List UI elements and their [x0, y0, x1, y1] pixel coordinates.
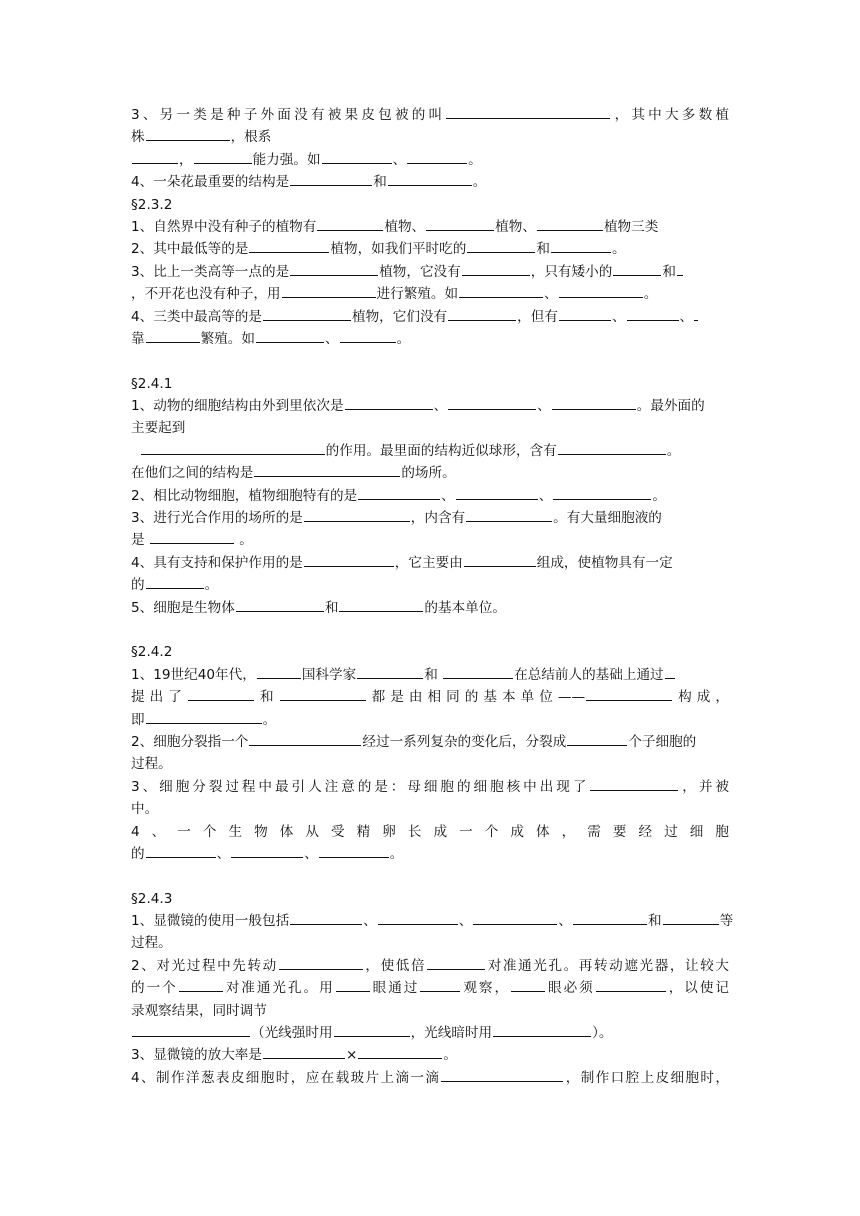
- fill-in-blank[interactable]: [694, 306, 698, 321]
- line-text: 主要起到: [131, 420, 186, 437]
- line-text: 国科学家: [301, 666, 357, 683]
- line-text: [131, 443, 140, 459]
- line-text: 进行繁殖。如: [376, 286, 459, 303]
- line-text: 、: [304, 845, 318, 862]
- line-text: 4、三类中最高等的是: [131, 308, 262, 325]
- worksheet-line: [131, 395, 729, 417]
- line-text: 的: [131, 577, 145, 594]
- line-text: §2.3.2: [131, 196, 173, 213]
- line-text: ，它主要由: [394, 554, 463, 571]
- line-text: 1、19世纪40年代，: [131, 666, 256, 683]
- line-text: ，: [179, 151, 193, 168]
- line-text: 过程。: [131, 756, 172, 773]
- line-text: 4、具有支持和保护作用的是: [131, 554, 303, 571]
- line-text: 即: [131, 711, 145, 728]
- fill-in-blank[interactable]: [467, 238, 535, 253]
- line-text: ，不开花也没有种子，用: [131, 286, 281, 303]
- fill-in-blank[interactable]: [420, 977, 460, 992]
- line-text: 、: [679, 308, 694, 325]
- worksheet-line: [131, 126, 729, 148]
- line-text: 4、制作洋葱表皮细胞时，应在载玻片上滴一滴: [131, 1069, 441, 1086]
- worksheet-line: [131, 753, 729, 775]
- line-text: 4、一朵花最重要的结构是: [131, 174, 290, 191]
- line-text: 和: [647, 913, 662, 930]
- fill-in-blank[interactable]: [511, 977, 545, 992]
- line-text: 植物、: [384, 218, 426, 235]
- worksheet-line: [131, 641, 729, 663]
- line-text: 3、另一类是种子外面没有被果皮包被的叫: [131, 107, 446, 123]
- line-text: §2.4.3: [131, 890, 173, 907]
- line-text: 。: [643, 286, 658, 303]
- line-text: ，制作口腔上皮细胞时，: [564, 1069, 729, 1086]
- line-text: 和: [254, 689, 279, 706]
- worksheet-line: [131, 888, 729, 910]
- paragraph-gap: [131, 350, 729, 372]
- fill-in-blank[interactable]: [462, 261, 530, 276]
- line-text: 。: [234, 532, 253, 549]
- fill-in-blank[interactable]: [443, 664, 513, 679]
- worksheet-line: [131, 529, 729, 551]
- worksheet-line: [131, 821, 729, 843]
- fill-in-blank[interactable]: [677, 261, 683, 276]
- fill-in-blank[interactable]: [249, 238, 329, 253]
- fill-in-blank[interactable]: [590, 776, 678, 791]
- line-text: ，但有: [517, 308, 558, 325]
- fill-in-blank[interactable]: [188, 686, 254, 701]
- fill-in-blank[interactable]: [427, 955, 485, 970]
- line-text: （光线强时用: [251, 1025, 333, 1042]
- line-text: 等: [719, 913, 734, 930]
- worksheet-line: [131, 1022, 729, 1044]
- line-text: 和: [662, 263, 676, 280]
- fill-in-blank[interactable]: [141, 440, 325, 455]
- fill-in-blank[interactable]: [464, 552, 536, 567]
- line-text: 中。: [131, 801, 159, 818]
- line-text: ，只有矮小的: [530, 263, 613, 280]
- worksheet-line: [131, 194, 729, 216]
- fill-in-blank[interactable]: [319, 843, 389, 858]
- fill-in-blank[interactable]: [596, 977, 666, 992]
- fill-in-blank[interactable]: [263, 306, 351, 321]
- line-text: 1、动物的细胞结构由外到里依次是: [131, 398, 344, 415]
- paragraph-gap: [131, 865, 729, 887]
- line-text: 、: [363, 913, 377, 930]
- fill-in-blank[interactable]: [456, 485, 538, 500]
- line-text: 对准通光孔。用: [223, 980, 335, 997]
- line-text: 5、细胞是生物体: [131, 599, 235, 616]
- fill-in-blank[interactable]: [304, 552, 394, 567]
- fill-in-blank[interactable]: [552, 395, 636, 410]
- line-text: 3、细胞分裂过程中最引人注意的是：母细胞的细胞核中出现了: [131, 778, 590, 795]
- line-text: 、: [611, 308, 626, 325]
- fill-in-blank[interactable]: [146, 328, 200, 343]
- fill-in-blank[interactable]: [132, 1022, 250, 1037]
- fill-in-blank[interactable]: [388, 171, 472, 186]
- fill-in-blank[interactable]: [553, 485, 651, 500]
- line-text: 的基本单位。: [424, 599, 506, 616]
- fill-in-blank[interactable]: [537, 216, 603, 231]
- fill-in-blank[interactable]: [378, 910, 458, 925]
- worksheet-line: [131, 462, 729, 484]
- fill-in-blank[interactable]: [345, 395, 433, 410]
- worksheet-line: [131, 507, 729, 529]
- line-text: 的: [131, 845, 145, 862]
- fill-in-blank[interactable]: [194, 149, 252, 164]
- worksheet-line: [131, 440, 729, 462]
- fill-in-blank[interactable]: [493, 1022, 591, 1037]
- worksheet-line: [131, 664, 729, 686]
- fill-in-blank[interactable]: [231, 843, 303, 858]
- worksheet-line: [131, 1067, 729, 1089]
- worksheet-line: [131, 574, 729, 596]
- fill-in-blank[interactable]: [322, 149, 392, 164]
- fill-in-blank[interactable]: [558, 440, 666, 455]
- worksheet-line: [131, 171, 729, 193]
- worksheet-line: [131, 149, 729, 171]
- worksheet-line: [131, 798, 729, 820]
- line-text: ，使低倍: [363, 957, 427, 974]
- fill-in-blank[interactable]: [132, 149, 178, 164]
- fill-in-blank[interactable]: [280, 686, 366, 701]
- line-text: 、: [558, 913, 572, 930]
- fill-in-blank[interactable]: [256, 328, 324, 343]
- line-text: 、: [392, 151, 407, 168]
- fill-in-blank[interactable]: [426, 216, 494, 231]
- line-text: 和: [424, 666, 443, 683]
- line-text: 。: [472, 174, 487, 191]
- worksheet-line: [131, 238, 729, 260]
- worksheet-line: [131, 328, 729, 350]
- fill-in-blank[interactable]: [448, 395, 536, 410]
- line-text: 录观察结果，同时调节: [131, 1002, 267, 1019]
- line-text: 。: [652, 487, 666, 504]
- worksheet-line: [131, 216, 729, 238]
- line-text: 和: [373, 174, 387, 191]
- fill-in-blank[interactable]: [357, 664, 423, 679]
- fill-in-blank[interactable]: [627, 306, 679, 321]
- fill-in-blank[interactable]: [559, 283, 643, 298]
- line-text: 。: [611, 241, 626, 258]
- line-text: 眼通过: [370, 980, 420, 997]
- worksheet-line: [131, 932, 729, 954]
- worksheet-line: [131, 417, 729, 439]
- line-text: 靠: [131, 330, 145, 347]
- fill-in-blank[interactable]: [665, 664, 675, 679]
- line-text: 。: [666, 442, 681, 459]
- line-text: 、: [538, 487, 553, 504]
- fill-in-blank[interactable]: [446, 104, 610, 119]
- fill-in-blank[interactable]: [663, 910, 719, 925]
- line-text: 经过一系列复杂的变化后，分裂成: [362, 733, 567, 750]
- fill-in-blank[interactable]: [249, 731, 361, 746]
- line-text: 。: [443, 1047, 457, 1064]
- line-text: 构成，: [673, 689, 730, 706]
- fill-in-blank[interactable]: [290, 910, 362, 925]
- line-text: 、: [324, 330, 339, 347]
- worksheet-line: [131, 731, 729, 753]
- worksheet-line: [131, 552, 729, 574]
- fill-in-blank[interactable]: [559, 306, 611, 321]
- worksheet-line: [131, 104, 729, 126]
- worksheet-line: [131, 373, 729, 395]
- worksheet-line: [131, 709, 729, 731]
- line-text: 在他们之间的结构是: [131, 465, 254, 482]
- fill-in-blank[interactable]: [290, 171, 372, 186]
- line-text: 、: [433, 398, 448, 415]
- worksheet-document: [131, 104, 734, 1089]
- line-text: 、: [458, 913, 473, 930]
- line-text: 组成，使植物具有一定: [536, 554, 673, 571]
- fill-in-blank[interactable]: [146, 126, 230, 141]
- line-text: 2、对光过程中先转动: [131, 957, 278, 974]
- fill-in-blank[interactable]: [179, 977, 223, 992]
- line-text: 3、比上一类高等一点的是: [131, 263, 290, 280]
- fill-in-blank[interactable]: [358, 485, 440, 500]
- fill-in-blank[interactable]: [339, 597, 423, 612]
- line-text: 观察，: [461, 980, 511, 997]
- line-text: ，根系: [230, 129, 272, 146]
- line-text: ，以使记: [666, 980, 730, 997]
- line-text: 个子细胞的: [628, 733, 697, 750]
- fill-in-blank[interactable]: [573, 910, 647, 925]
- fill-in-blank[interactable]: [334, 1022, 410, 1037]
- line-text: 株: [131, 129, 145, 146]
- line-text: ，光线暗时用: [410, 1025, 493, 1042]
- worksheet-line: [131, 261, 729, 283]
- fill-in-blank[interactable]: [254, 462, 400, 477]
- fill-in-blank[interactable]: [263, 1044, 345, 1059]
- worksheet-line: [131, 306, 729, 328]
- line-text: 。: [468, 151, 482, 168]
- fill-in-blank[interactable]: [317, 216, 383, 231]
- line-text: §2.4.1: [131, 375, 173, 392]
- line-text: ，并被: [679, 778, 729, 795]
- worksheet-line: [131, 955, 729, 977]
- line-text: 的场所。: [401, 465, 456, 482]
- line-text: 、: [216, 845, 231, 862]
- line-text: 过程。: [131, 935, 172, 952]
- line-text: 都是由相同的基本单位——: [366, 689, 586, 706]
- fill-in-blank[interactable]: [279, 955, 363, 970]
- worksheet-line: [131, 485, 729, 507]
- line-text: 植物三类: [603, 218, 659, 235]
- worksheet-line: [131, 686, 729, 708]
- fill-in-blank[interactable]: [441, 1067, 563, 1082]
- fill-in-blank[interactable]: [290, 261, 378, 276]
- line-text: 眼必须: [546, 980, 595, 997]
- line-text: 。最外面的: [636, 398, 705, 415]
- worksheet-line: [131, 776, 729, 798]
- line-text: 和: [536, 241, 550, 258]
- line-text: 的一个: [131, 980, 178, 997]
- line-text: §2.4.2: [131, 644, 173, 661]
- fill-in-blank[interactable]: [236, 597, 324, 612]
- fill-in-blank[interactable]: [304, 507, 410, 522]
- line-text: 植物，它没有: [379, 263, 461, 280]
- worksheet-line: [131, 597, 729, 619]
- line-text: ×: [346, 1047, 358, 1064]
- line-text: 2、其中最低等的是: [131, 241, 249, 258]
- fill-in-blank[interactable]: [336, 977, 370, 992]
- line-text: 是: [131, 532, 149, 549]
- fill-in-blank[interactable]: [146, 843, 216, 858]
- line-text: ，其中大多数植: [611, 107, 729, 123]
- line-text: 的作用。最里面的结构近似球形，含有: [325, 442, 557, 459]
- worksheet-line: [131, 843, 729, 865]
- worksheet-line: [131, 1000, 729, 1022]
- line-text: 3、显微镜的放大率是: [131, 1047, 262, 1064]
- fill-in-blank[interactable]: [448, 306, 516, 321]
- fill-in-blank[interactable]: [586, 686, 672, 701]
- worksheet-line: [131, 283, 729, 305]
- line-text: 3、进行光合作用的场所的是: [131, 510, 303, 527]
- fill-in-blank[interactable]: [146, 709, 262, 724]
- line-text: 植物、: [495, 218, 536, 235]
- line-text: 对准通光孔。再转动遮光器，让较大: [486, 957, 730, 974]
- line-text: 2、细胞分裂指一个: [131, 733, 249, 750]
- line-text: 、: [544, 286, 558, 303]
- line-text: 。: [262, 711, 277, 728]
- fill-in-blank[interactable]: [466, 507, 552, 522]
- line-text: ）。: [592, 1025, 613, 1042]
- line-text: ，内含有: [410, 510, 466, 527]
- fill-in-blank[interactable]: [340, 328, 396, 343]
- line-text: 能力强。如: [252, 151, 321, 168]
- line-text: 和: [324, 599, 339, 616]
- line-text: 繁殖。如: [200, 330, 255, 347]
- line-text: 1、显微镜的使用一般包括: [131, 913, 290, 930]
- worksheet-line: [131, 910, 734, 932]
- worksheet-line: [131, 1044, 729, 1066]
- fill-in-blank[interactable]: [407, 149, 467, 164]
- fill-in-blank[interactable]: [473, 910, 557, 925]
- fill-in-blank[interactable]: [282, 283, 376, 298]
- fill-in-blank[interactable]: [567, 731, 627, 746]
- fill-in-blank[interactable]: [613, 261, 661, 276]
- line-text: 。有大量细胞液的: [553, 510, 662, 527]
- fill-in-blank[interactable]: [551, 238, 611, 253]
- line-text: 、: [537, 398, 551, 415]
- paragraph-gap: [131, 619, 729, 641]
- line-text: 、: [441, 487, 455, 504]
- fill-in-blank[interactable]: [257, 664, 301, 679]
- line-text: 。: [396, 330, 411, 347]
- line-text: 。: [204, 577, 219, 594]
- worksheet-line: [131, 977, 729, 999]
- fill-in-blank[interactable]: [146, 574, 204, 589]
- fill-in-blank[interactable]: [358, 1044, 442, 1059]
- fill-in-blank[interactable]: [150, 529, 234, 544]
- line-text: 植物，它们没有: [352, 308, 448, 325]
- line-text: 2、相比动物细胞，植物细胞特有的是: [131, 487, 358, 504]
- line-text: 提出了: [131, 689, 187, 706]
- line-text: 在总结前人的基础上通过: [514, 666, 664, 683]
- line-text: 植物，如我们平时吃的: [330, 241, 467, 258]
- line-text: 1、自然界中没有种子的植物有: [131, 218, 317, 235]
- line-text: 。: [389, 845, 404, 862]
- fill-in-blank[interactable]: [459, 283, 543, 298]
- line-text: 4、一个生物体从受精卵长成一个成体，需要经过细胞: [131, 823, 729, 840]
